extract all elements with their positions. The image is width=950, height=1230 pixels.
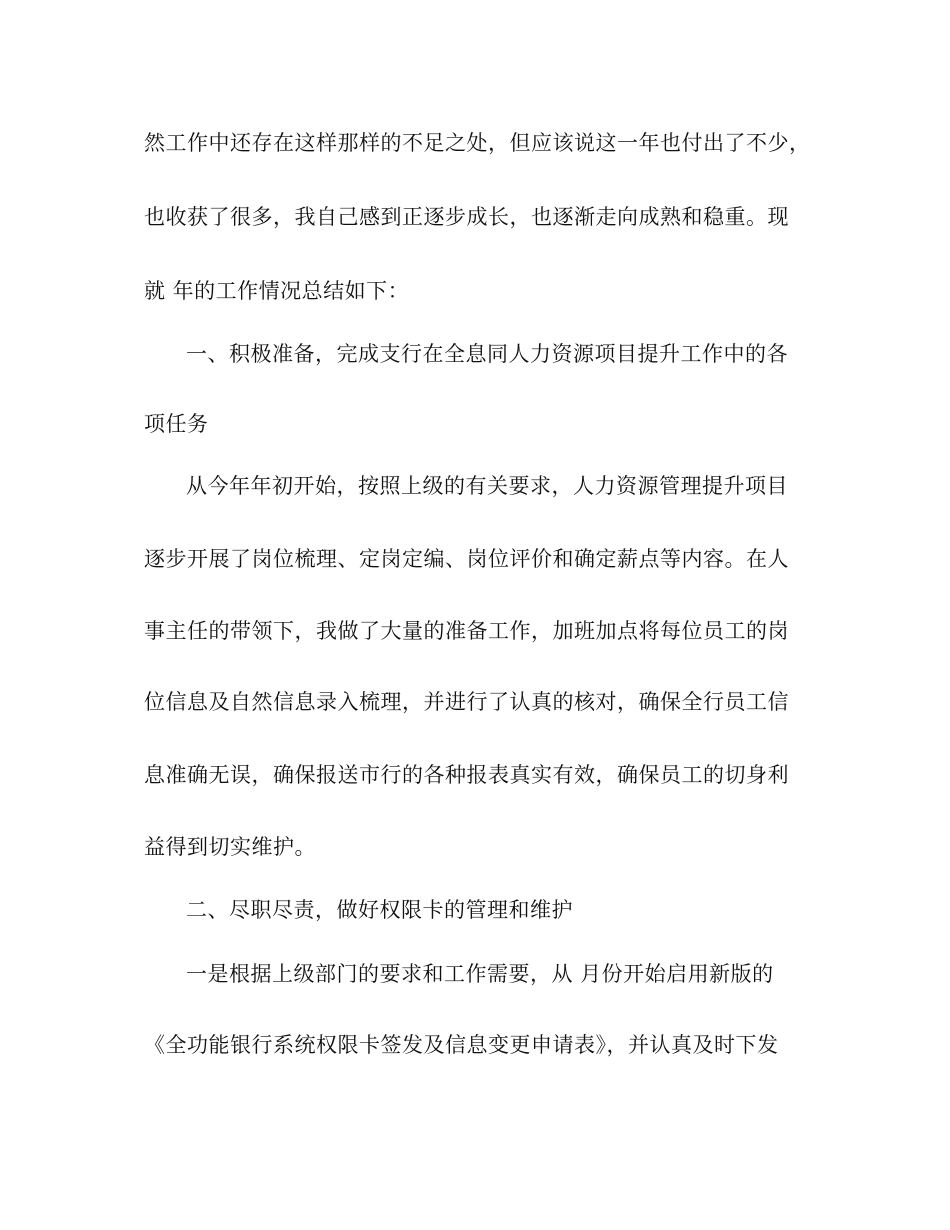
section-heading-2: 二、尽职尽责，做好权限卡的管理和维护 — [186, 898, 573, 922]
paragraph-line-10: 一是根据上级部门的要求和工作需要，从 月份开始启用新版的 — [186, 962, 774, 986]
paragraph-line-4: 从今年年初开始，按照上级的有关要求，人力资源管理提升项目 — [186, 474, 788, 498]
paragraph-line-5: 逐步开展了岗位梳理、定岗定编、岗位评价和确定薪点等内容。在人 — [144, 547, 789, 571]
section-heading-1-cont: 项任务 — [144, 412, 209, 436]
paragraph-line-9: 益得到切实维护。 — [144, 835, 316, 859]
section-heading-1: 一、积极准备，完成支行在全息同人力资源项目提升工作中的各 — [186, 342, 788, 366]
paragraph-line-8: 息准确无误，确保报送市行的各种报表真实有效，确保员工的切身利 — [144, 763, 789, 787]
paragraph-line-3: 就 年的工作情况总结如下： — [144, 279, 410, 303]
paragraph-line-1: 然工作中还存在这样那样的不足之处，但应该说这一年也付出了不少， — [144, 131, 811, 155]
paragraph-line-6: 事主任的带领下，我做了大量的准备工作，加班加点将每位员工的岗 — [144, 619, 789, 643]
paragraph-line-7: 位信息及自然信息录入梳理，并进行了认真的核对，确保全行员工信 — [144, 690, 789, 714]
paragraph-line-2: 也收获了很多，我自己感到正逐步成长，也逐渐走向成熟和稳重。现 — [144, 205, 789, 229]
paragraph-line-11: 《全功能银行系统权限卡签发及信息变更申请表》，并认真及时下发 — [144, 1033, 779, 1057]
